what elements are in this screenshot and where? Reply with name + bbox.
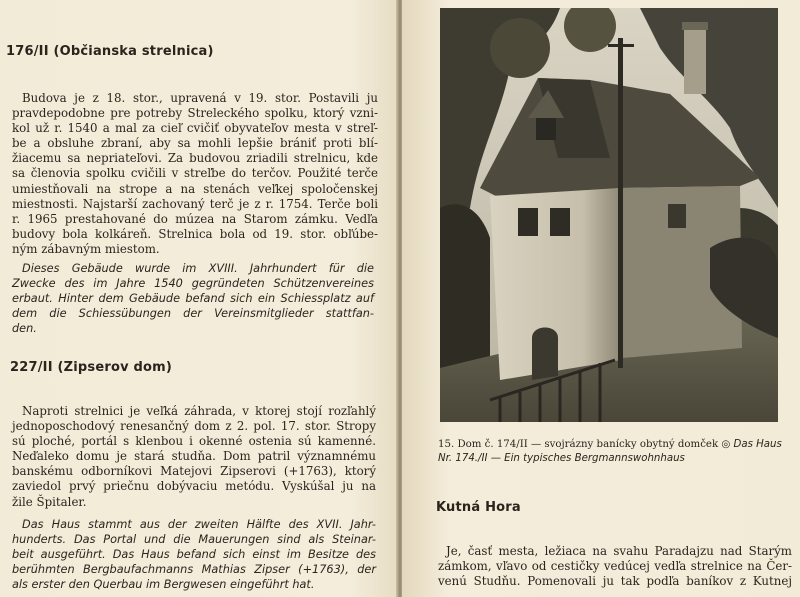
text-line: žile Špitaler. (12, 494, 87, 509)
text-line: Dieses Gebäude wurde im XVIII. Jahrhundert für die (22, 262, 374, 275)
text-line: Das Haus stammt aus der zweiten Hälfte des XVII. Jahr- (22, 518, 376, 531)
text-line: Zwecke des im Jahre 1540 gegründeten Schützenvereines (12, 277, 374, 291)
german-text-strelnica (12, 261, 374, 336)
text-line: dem die Schiessübungen der Vereinsmitglieder stattfan- (12, 307, 374, 321)
text-line: jednoposchodový renesančný dom z 2. pol. 17. stor. Stropy (12, 419, 376, 434)
text-line: als erster den Querbau im Bergwesen eingeführt hat. (12, 578, 315, 592)
section-heading-zipserov-dom: 227/II (Zipserov dom) (10, 360, 173, 375)
caption-slovak: 15. Dom č. 174/II — svojrázny banícky obytný domček (438, 439, 719, 450)
caption-german: Das Haus Nr. 174./II — Ein typisches Bergmannswohnhaus (438, 439, 782, 464)
left-page (0, 0, 398, 597)
text-line: zaviedol prvý priečnu dobývaciu metódu. Vyskúšal ju na (12, 479, 376, 494)
text-line: budovy bola kolkáreň. Strelnica bola od 19. stor. obľúbe- (12, 226, 378, 241)
text-line: berühmten Bergbaufachmanns Mathias Zipser (+1763), der (12, 563, 376, 577)
text-line: Budova je z 18. stor., upravená v 19. stor. Postavili ju (22, 91, 378, 105)
text-line: beit ausgeführt. Das Haus befand sich einst im Besitze des (12, 548, 376, 562)
text-line: umiestňovali na strope a na stenách veľkej spoločenskej (12, 181, 378, 196)
section-heading-strelnica: 176/II (Občianska strelnica) (6, 44, 214, 59)
text-line: den. (12, 322, 37, 336)
german-text-zipserov-dom (12, 517, 376, 592)
text-line: venú Studňu. Pomenovali ju tak podľa baníkov z Kutnej (438, 574, 792, 589)
text-line: kol už r. 1540 a mal za cieľ cvičiť obyvateľov mesta v streľ- (12, 121, 378, 136)
text-line: miestnosti. Najstarší zachovaný terč je z r. 1754. Terče boli (12, 196, 378, 211)
right-page (402, 0, 800, 597)
text-line: sa členovia spolku cvičili v streľbe do terčov. Použité terče (12, 166, 378, 181)
text-line: ným zábavným miestom. (12, 241, 160, 256)
text-line: r. 1965 prestahované do múzea na Starom zámku. Vedľa (12, 211, 378, 226)
text-line: pravdepodobne pre potreby Streleckého spolku, ktorý vzni- (12, 106, 378, 121)
slovak-text-strelnica (12, 91, 378, 257)
text-line: Je, časť mesta, ležiaca na svahu Paradajzu nad Starým (446, 544, 792, 558)
text-line: sú ploché, portál s klenbou i okenné ostenia sú kamenné. (12, 434, 376, 449)
text-line: erbaut. Hinter dem Gebäude befand sich ein Schiessplatz auf (12, 292, 374, 306)
text-line: be a obsluhe zbraní, aby sa mohli lepšie brániť proti blí- (12, 136, 378, 151)
text-line: Naproti strelnici je veľká záhrada, v ktorej stojí rozľahlý (22, 404, 376, 418)
text-line: zámkom, vľavo od cestičky vedúcej vedľa strelnice na Čer- (438, 559, 792, 574)
slovak-text-kutna-hora (438, 544, 792, 589)
text-line: Neďaleko domu je stará studňa. Dom patril významnému (12, 449, 376, 464)
section-heading-kutna-hora: Kutná Hora (436, 500, 521, 515)
text-line: hunderts. Das Portal und die Mauerungen sind als Steinar- (12, 533, 376, 547)
caption-symbol: ◎ (721, 439, 731, 450)
text-line: žiacemu sa nepriateľovi. Za budovou zriadili strelnicu, kde (12, 151, 378, 166)
house-photo (440, 8, 778, 422)
slovak-text-zipserov-dom (12, 404, 376, 510)
photo-caption (438, 438, 794, 466)
house-photo-illustration (440, 8, 778, 422)
text-line: banskému odborníkovi Matejovi Zipserovi (+1763), ktorý (12, 464, 376, 479)
